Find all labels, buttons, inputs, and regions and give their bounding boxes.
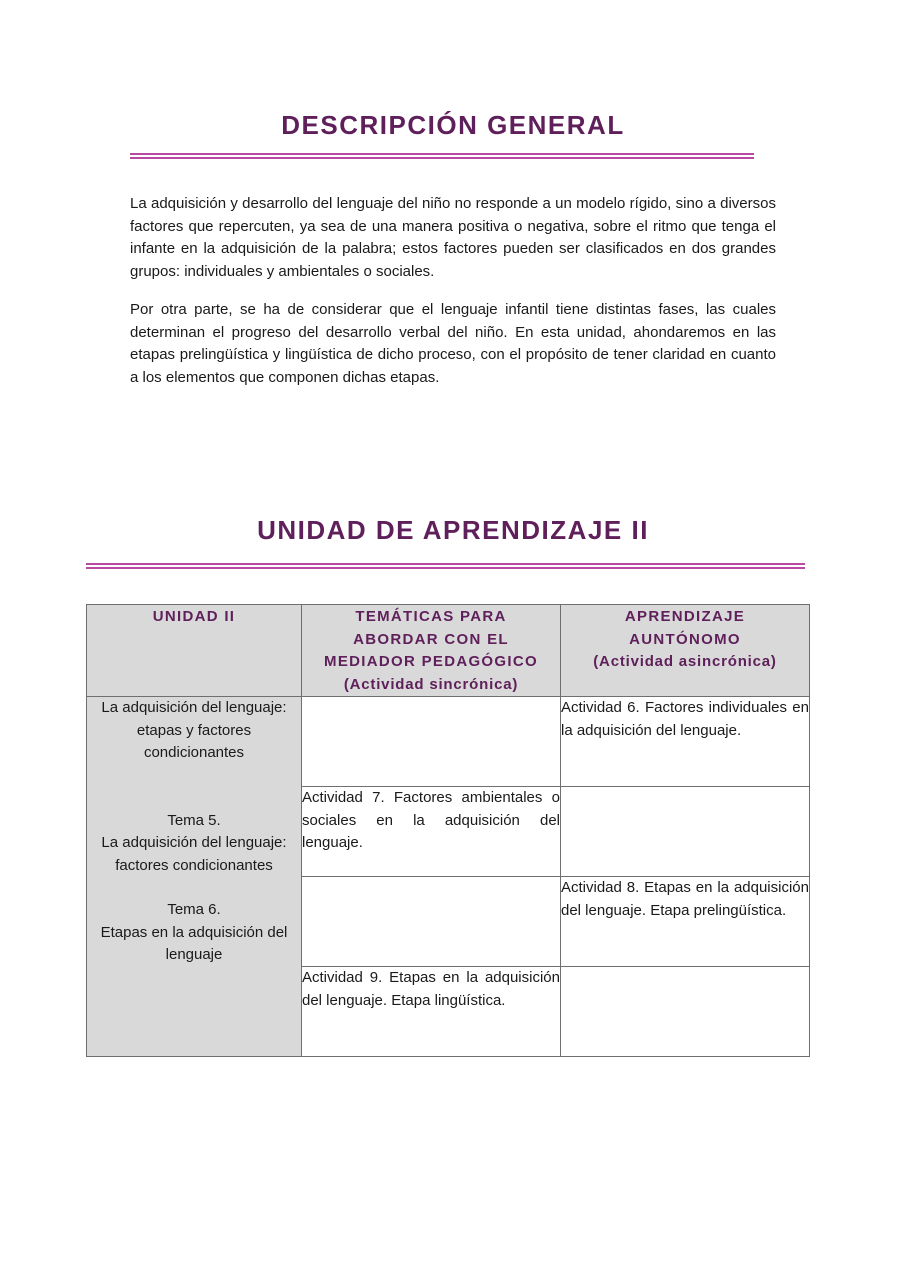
header-tematicas: TEMÁTICAS PARA ABORDAR CON EL MEDIADOR PEDAGÓGICO (Actividad sincrónica) bbox=[302, 605, 561, 697]
unit-heading: La adquisición del lenguaje: etapas y factores condicionantes bbox=[101, 699, 287, 761]
empty-cell bbox=[302, 697, 561, 787]
activity-6-cell: Actividad 6. Factores individuales en la adquisición del lenguaje. bbox=[561, 697, 810, 787]
descripcion-title-rule bbox=[130, 153, 754, 158]
header-aprendizaje: APRENDIZAJE AUNTÓNOMO (Actividad asincrónica) bbox=[561, 605, 810, 697]
descripcion-title: DESCRIPCIÓN GENERAL bbox=[281, 110, 625, 140]
descripcion-paragraph-1: La adquisición y desarrollo del lenguaje del niño no responde a un modelo rígido, sino a diversos factores que repercuten, ya sea de una manera positiva o negativa, sobre el ritmo que tenga el infante en la adquisición de la palabra; estos factores pueden ser clasificados en dos grandes grupos: individuales y ambientales o sociales. bbox=[130, 195, 776, 280]
empty-cell bbox=[561, 967, 810, 1057]
unit-description-cell bbox=[87, 697, 302, 1057]
tema5-title: La adquisición del lenguaje: factores condicionantes bbox=[101, 834, 287, 874]
activity-8-cell: Actividad 8. Etapas en la adquisición del lenguaje. Etapa prelingüística. bbox=[561, 877, 810, 967]
empty-cell bbox=[561, 787, 810, 877]
header-unidad: UNIDAD II bbox=[87, 605, 302, 697]
unidad-title: UNIDAD DE APRENDIZAJE II bbox=[257, 515, 649, 545]
table-header-row bbox=[87, 605, 810, 697]
activity-7-cell: Actividad 7. Factores ambientales o sociales en la adquisición del lenguaje. bbox=[302, 787, 561, 877]
tema5-label: Tema 5. bbox=[167, 811, 221, 829]
tema6-label: Tema 6. bbox=[167, 901, 221, 918]
unidad-title-rule bbox=[86, 563, 805, 568]
empty-cell bbox=[302, 877, 561, 967]
descripcion-paragraph-2: Por otra parte, se ha de considerar que el lenguaje infantil tiene distintas fases, las cuales determinan el progreso del desarrollo verbal del niño. En esta unidad, ahondaremos en las etapas prelingüística y lingüística de dicho proceso, con el propósito de tener claridad en cuanto a los elementos que componen dichas etapas. bbox=[130, 301, 776, 386]
activity-9-cell: Actividad 9. Etapas en la adquisición del lenguaje. Etapa lingüística. bbox=[302, 967, 561, 1057]
tema6-title: Etapas en la adquisición del lenguaje bbox=[100, 923, 288, 963]
table-row bbox=[87, 697, 810, 787]
unidad-table bbox=[86, 604, 810, 1057]
